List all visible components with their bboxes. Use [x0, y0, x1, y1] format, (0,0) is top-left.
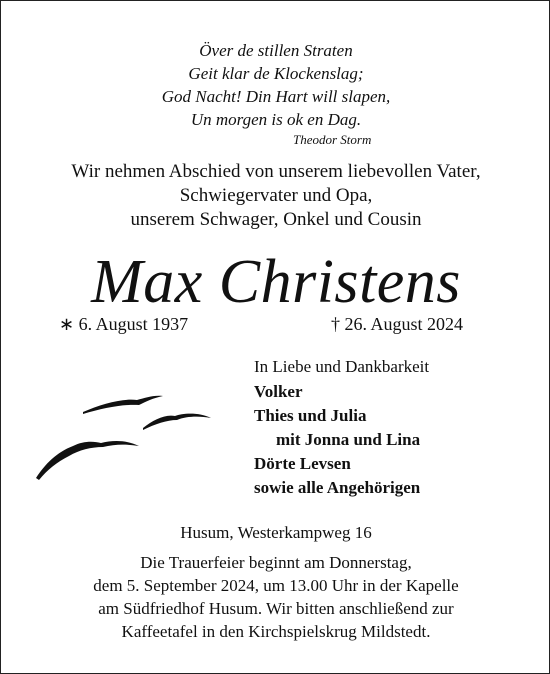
intro-line: Schwiegervater und Opa, — [179, 185, 373, 206]
service-line: dem 5. September 2024, um 13.00 Uhr in der Kapelle — [93, 576, 459, 595]
death-date: † 26. August 2024 — [331, 314, 464, 334]
bird-small-icon — [36, 441, 139, 480]
service-line: Die Trauerfeier beginnt am Donnerstag, — [140, 553, 412, 572]
mourners-block — [254, 353, 429, 500]
poem-author: Theodor Storm — [293, 132, 372, 147]
intro-text — [1, 160, 550, 232]
intro-line: Wir nehmen Abschied von unserem liebevollen Vater, — [71, 161, 481, 182]
address: Husum, Westerkampweg 16 — [180, 523, 372, 542]
bird-large-icon — [83, 396, 163, 414]
deceased-name: Max Christens — [91, 248, 461, 316]
poem-line: God Nacht! Din Hart will slapen, — [161, 87, 391, 106]
birth-date: ∗ 6. August 1937 — [59, 314, 189, 334]
mourner-name: sowie alle Angehörigen — [254, 478, 421, 497]
bird-medium-icon — [143, 414, 211, 430]
mourner-name: mit Jonna und Lina — [276, 430, 421, 449]
mourner-name: Volker — [254, 382, 303, 401]
mourner-name: Thies und Julia — [254, 406, 367, 425]
poem — [1, 39, 550, 131]
funeral-service-info — [1, 551, 550, 643]
poem-line: Geit klar de Klockenslag; — [188, 64, 364, 83]
dedication: In Liebe und Dankbarkeit — [254, 357, 430, 376]
mourner-name: Dörte Levsen — [254, 454, 351, 473]
flying-birds-icon — [31, 386, 231, 496]
poem-line: Över de stillen Straten — [199, 41, 353, 60]
service-line: am Südfriedhof Husum. Wir bitten anschließend zur — [98, 599, 454, 618]
intro-line: unserem Schwager, Onkel und Cousin — [130, 209, 422, 230]
service-line: Kaffeetafel in den Kirchspielskrug Mildstedt. — [121, 622, 431, 641]
poem-line: Un morgen is ok en Dag. — [190, 110, 362, 129]
